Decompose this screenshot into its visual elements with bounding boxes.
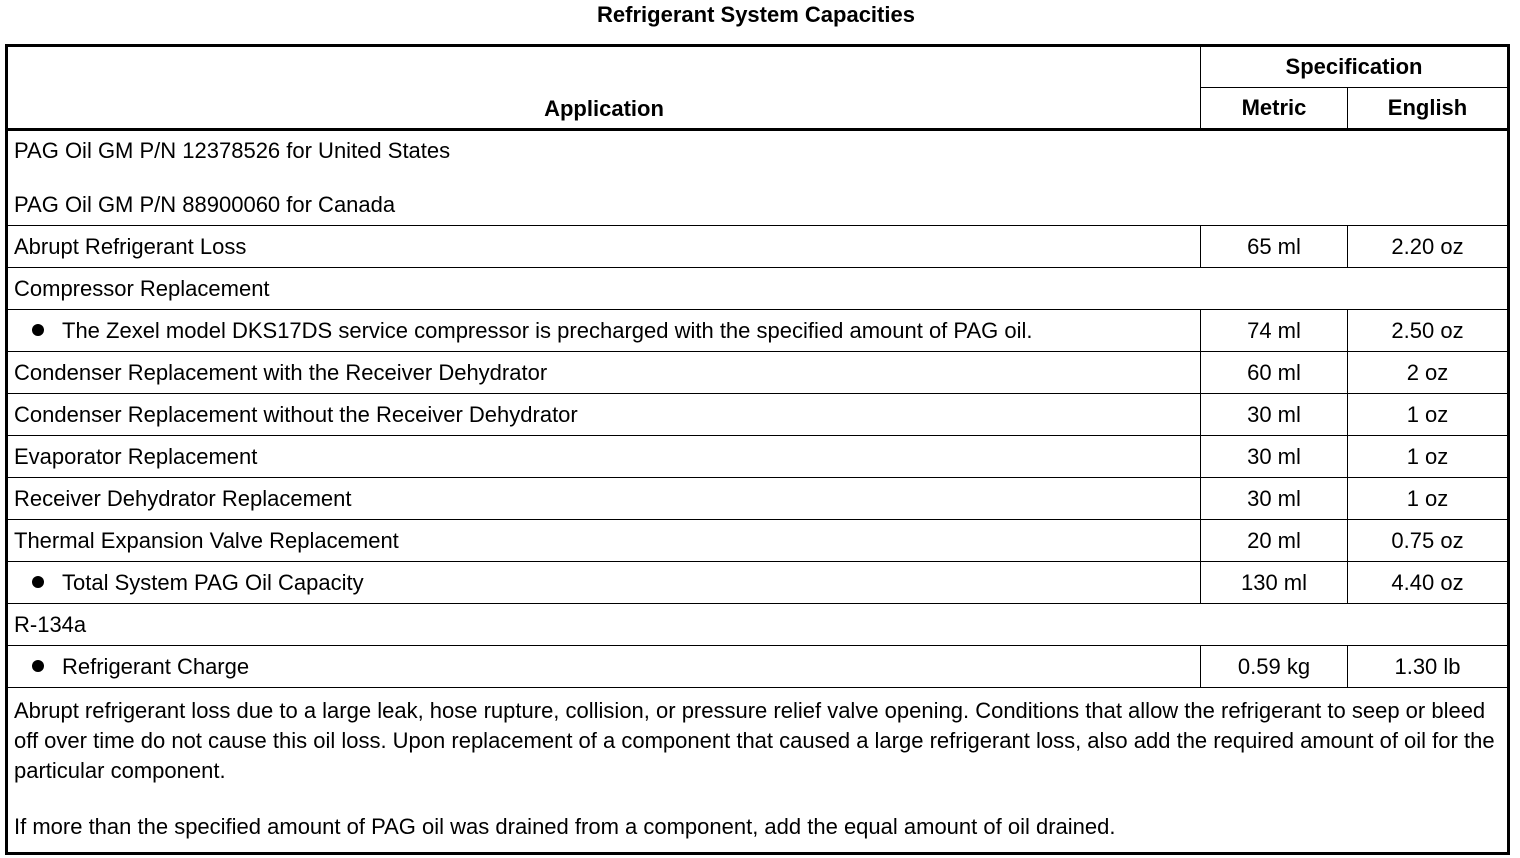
application-cell — [7, 226, 1201, 268]
section-cell — [7, 130, 1509, 226]
table-row — [7, 352, 1509, 394]
header-english: English — [1348, 88, 1509, 130]
english-value: 2.20 oz — [1348, 226, 1509, 268]
section-row — [7, 130, 1509, 226]
english-value: 2.50 oz — [1348, 310, 1509, 352]
english-value: 4.40 oz — [1348, 562, 1509, 604]
note-text: Abrupt refrigerant loss due to a large leak, hose rupture, collision, or pressure relief valve opening. Conditions that allow the refrigerant to seep or bleed off over time do not cause this oil loss. Upon replacement of a component that caused a large refrigerant loss, also add the required amount of oil for the particular component. — [14, 698, 1495, 783]
metric-value: 60 ml — [1201, 352, 1348, 394]
application-label: Refrigerant Charge — [62, 653, 250, 679]
application-cell — [7, 520, 1201, 562]
application-cell — [7, 310, 1201, 352]
table-row — [7, 646, 1509, 688]
metric-value: 30 ml — [1201, 478, 1348, 520]
metric-value: 30 ml — [1201, 436, 1348, 478]
english-value: 1.30 lb — [1348, 646, 1509, 688]
section-label: PAG Oil GM P/N 88900060 for Canada — [14, 192, 396, 217]
bullet-icon — [32, 324, 44, 336]
table-row — [7, 436, 1509, 478]
application-label: The Zexel model DKS17DS service compressor is precharged with the specified amount of PAG oil. — [62, 317, 1033, 343]
table-row — [7, 394, 1509, 436]
application-cell — [7, 352, 1201, 394]
page-title: Refrigerant System Capacities — [597, 2, 915, 27]
header-metric: Metric — [1201, 88, 1348, 130]
table-row — [7, 562, 1509, 604]
application-label: Condenser Replacement without the Receiver Dehydrator — [14, 401, 578, 427]
application-label: Evaporator Replacement — [14, 443, 258, 469]
section-label: Compressor Replacement — [14, 275, 270, 301]
application-cell — [7, 562, 1201, 604]
application-cell — [7, 394, 1201, 436]
section-label: R-134a — [14, 611, 87, 637]
english-value: 0.75 oz — [1348, 520, 1509, 562]
section-label: PAG Oil GM P/N 12378526 for United States — [14, 138, 451, 163]
application-label: Abrupt Refrigerant Loss — [14, 233, 247, 259]
metric-value: 20 ml — [1201, 520, 1348, 562]
table-row — [7, 520, 1509, 562]
section-cell — [7, 268, 1509, 310]
table-body — [7, 130, 1509, 854]
table-row — [7, 310, 1509, 352]
application-label: Receiver Dehydrator Replacement — [14, 485, 352, 511]
metric-value: 0.59 kg — [1201, 646, 1348, 688]
english-value: 1 oz — [1348, 478, 1509, 520]
notes-row — [7, 688, 1509, 854]
metric-value: 30 ml — [1201, 394, 1348, 436]
bullet-icon — [32, 660, 44, 672]
application-cell — [7, 436, 1201, 478]
header-specification: Specification — [1201, 46, 1509, 88]
application-cell — [7, 478, 1201, 520]
section-row — [7, 268, 1509, 310]
application-label: Condenser Replacement with the Receiver Dehydrator — [14, 359, 548, 385]
application-cell — [7, 646, 1201, 688]
metric-value: 65 ml — [1201, 226, 1348, 268]
metric-value: 74 ml — [1201, 310, 1348, 352]
english-value: 1 oz — [1348, 394, 1509, 436]
english-value: 2 oz — [1348, 352, 1509, 394]
header-application: Application — [7, 46, 1201, 130]
application-label: Thermal Expansion Valve Replacement — [14, 527, 399, 553]
application-label: Total System PAG Oil Capacity — [62, 569, 364, 595]
note-text: If more than the specified amount of PAG oil was drained from a component, add the equal amount of oil drained. — [14, 814, 1116, 839]
section-row — [7, 604, 1509, 646]
metric-value: 130 ml — [1201, 562, 1348, 604]
capacities-table — [5, 44, 1510, 855]
section-cell — [7, 604, 1509, 646]
table-row — [7, 226, 1509, 268]
english-value: 1 oz — [1348, 436, 1509, 478]
notes-cell — [7, 688, 1509, 854]
bullet-icon — [32, 576, 44, 588]
table-row — [7, 478, 1509, 520]
